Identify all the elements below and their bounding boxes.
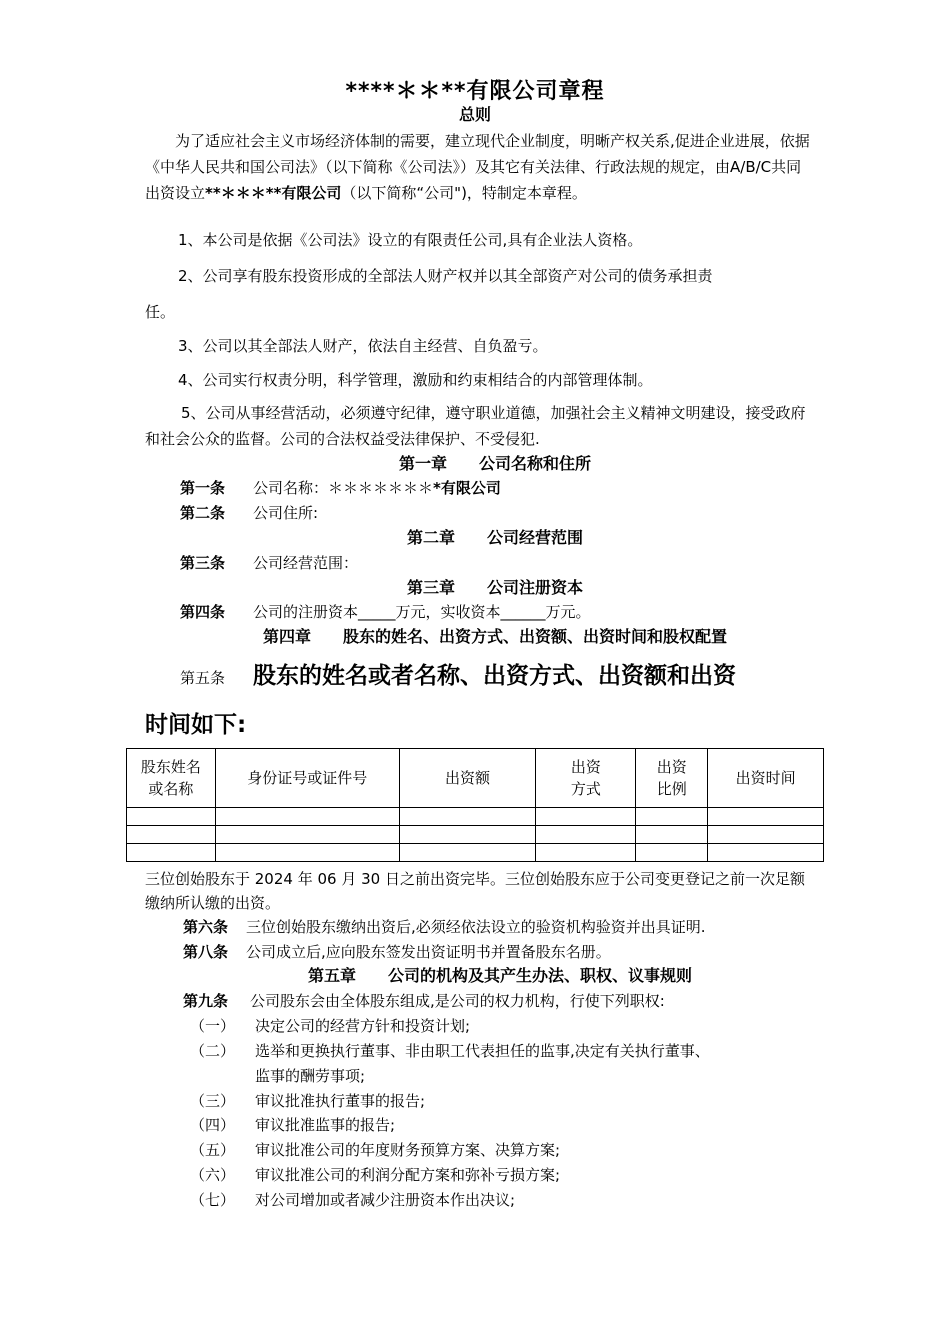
article-1-label: 第一条 xyxy=(180,479,226,497)
general-item-5: 5、公司从事经营活动，必须遵守纪律，遵守职业道德，加强社会主义精神文明建设，接受政府和社会公众的监督。公司的合法权益受法律保护、不受侵犯. xyxy=(145,404,806,448)
power-item-2-cont: 监事的酬劳事项; xyxy=(255,1067,366,1085)
table-row xyxy=(127,808,824,826)
general-item-3: 3、公司以其全部法人财产，依法自主经营、自负盈亏。 xyxy=(178,337,548,355)
header-ratio: 出资 比例 xyxy=(636,749,708,808)
chapter-2-heading: 第二章 公司经营范围 xyxy=(406,528,583,547)
article-6 xyxy=(183,917,706,937)
chapter-4-heading: 第四章 股东的姓名、出资方式、出资额、出资时间和股权配置 xyxy=(262,627,727,646)
intro-text-end: （以下简称“公司")，特制定本章程。 xyxy=(341,184,587,202)
general-item-2-cont: 任。 xyxy=(145,303,176,321)
article-9-label: 第九条 xyxy=(183,992,229,1010)
contribution-deadline-paragraph: 三位创始股东于 2024 年 06 月 30 日之前出资完毕。三位创始股东应于公司变更登记之前一次足额缴纳所认缴的出资。 xyxy=(145,870,805,912)
document-title: ****＊＊**有限公司章程 xyxy=(345,79,605,104)
intro-paragraph xyxy=(145,128,815,206)
table-header-row xyxy=(127,749,824,808)
chapter-1-heading: 第一章 公司名称和住所 xyxy=(398,454,591,473)
article-8-label: 第八条 xyxy=(183,943,229,961)
shareholder-table xyxy=(126,748,824,862)
article-4 xyxy=(180,602,591,622)
header-time: 出资时间 xyxy=(708,749,824,808)
power-item-6: （六） 审议批准公司的利润分配方案和弥补亏损方案; xyxy=(190,1166,561,1184)
article-2-label: 第二条 xyxy=(180,504,226,522)
table-row xyxy=(127,826,824,844)
article-1 xyxy=(180,478,501,498)
power-item-4: （四） 审议批准监事的报告; xyxy=(190,1116,396,1134)
article-8-text: 公司成立后,应向股东签发出资证明书并置备股东名册。 xyxy=(246,943,611,961)
article-6-label: 第六条 xyxy=(183,918,229,936)
header-amount: 出资额 xyxy=(399,749,536,808)
article-5-text: 股东的姓名或者名称、出资方式、出资额和出资 xyxy=(253,663,737,689)
article-2-text: 公司住所: xyxy=(253,504,319,522)
article-4-text: 公司的注册资本_____万元，实收资本______万元。 xyxy=(253,603,591,621)
header-method: 出资 方式 xyxy=(536,749,636,808)
article-1-text: 公司名称：＊＊＊＊＊＊＊ xyxy=(253,479,434,497)
header-id-number: 身份证号或证件号 xyxy=(215,749,399,808)
power-item-2: （二） 选举和更换执行董事、非由职工代表担任的监事,决定有关执行董事、 xyxy=(190,1042,710,1060)
section-general-heading: 总则 xyxy=(458,105,491,124)
article-4-label: 第四条 xyxy=(180,603,226,621)
general-item-4: 4、公司实行权责分明，科学管理，激励和约束相结合的内部管理体制。 xyxy=(178,371,653,389)
header-shareholder-name: 股东姓名 或名称 xyxy=(127,749,216,808)
article-3 xyxy=(180,553,358,573)
intro-text: 为了适应社会主义市场经济体制的需要，建立现代企业制度，明晰产权关系,促进企业进展，依据《中华人民共和国公司法》（以下简称《公司法》）及其它有关法律、行政法规的规定，由A/B/C共同出资设立 xyxy=(145,132,810,202)
general-item-2: 2、公司享有股东投资形成的全部法人财产权并以其全部资产对公司的债务承担责 xyxy=(178,267,713,285)
article-2 xyxy=(180,503,318,523)
intro-company-name: **＊＊＊**有限公司 xyxy=(205,184,342,202)
article-6-text: 三位创始股东缴纳出资后,必须经依法设立的验资机构验资并出具证明. xyxy=(246,918,706,936)
article-9-text: 公司股东会由全体股东组成,是公司的权力机构，行使下列职权: xyxy=(250,992,665,1010)
article-5-label: 第五条 xyxy=(180,669,226,687)
article-5 xyxy=(180,661,736,693)
table-row xyxy=(127,844,824,862)
article-3-text: 公司经营范围： xyxy=(253,554,359,572)
article-1-company: *有限公司 xyxy=(433,479,501,497)
power-item-1: （一） 决定公司的经营方针和投资计划; xyxy=(190,1017,471,1035)
power-item-3: （三） 审议批准执行董事的报告; xyxy=(190,1092,426,1110)
power-item-5: （五） 审议批准公司的年度财务预算方案、决算方案; xyxy=(190,1141,561,1159)
article-9 xyxy=(183,991,665,1011)
power-item-7: （七） 对公司增加或者减少注册资本作出决议; xyxy=(190,1191,516,1209)
general-item-1: 1、本公司是依据《公司法》设立的有限责任公司,具有企业法人资格。 xyxy=(178,231,643,249)
chapter-5-heading: 第五章 公司的机构及其产生办法、职权、议事规则 xyxy=(307,966,692,985)
article-8 xyxy=(183,942,611,962)
article-3-label: 第三条 xyxy=(180,554,226,572)
article-5-text-cont: 时间如下: xyxy=(145,712,247,738)
chapter-3-heading: 第三章 公司注册资本 xyxy=(406,578,583,597)
